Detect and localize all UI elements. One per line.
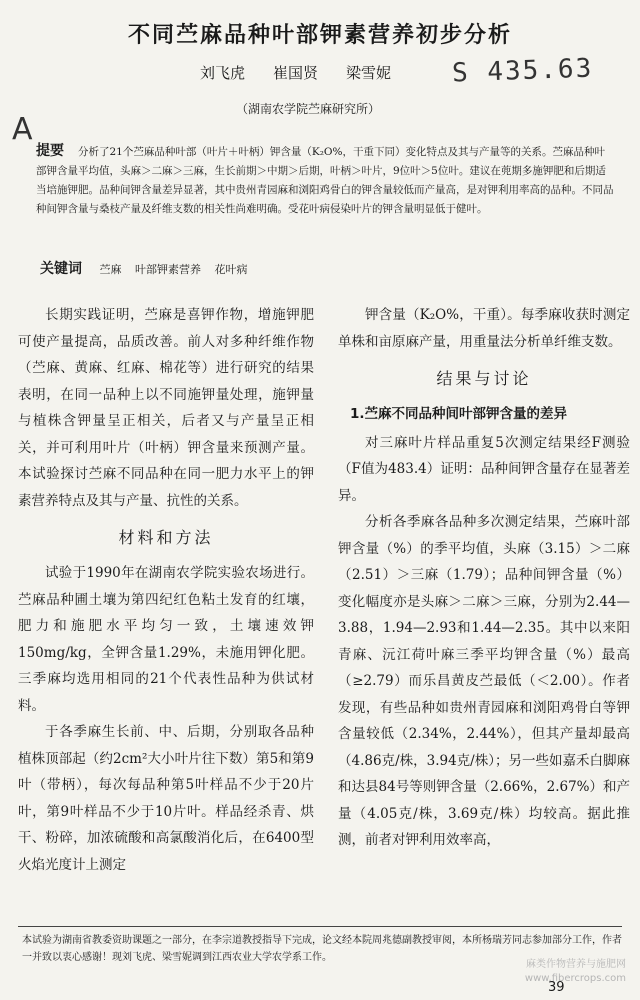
keyword: 花叶病: [214, 263, 248, 276]
watermark-line: www.fibercrops.com: [524, 973, 626, 984]
site-watermark: [525, 958, 626, 986]
results-subheading: 1.苎麻不同品种间叶部钾含量的差异: [350, 406, 568, 422]
methods-continuation: 钾含量（K₂O%，干重）。每季麻收获时测定单株和亩原麻产量，用重量法分析单纤维支数。: [338, 307, 630, 350]
keywords: [40, 258, 258, 278]
footnote-divider: [18, 926, 622, 927]
handwritten-classification-code: S 435.63: [451, 53, 594, 89]
methods-paragraph: 试验于1990年在湖南农学院实验农场进行。苎麻品种圃土壤为第四纪红色粘土发育的红壤，肥力和施肥水平均匀一致，土壤速效钾150mg/kg，全钾含量1.29%，未施用钾化肥。三季麻均选用相同的21个代表性品种为供试材料。: [18, 565, 314, 714]
keyword: 苎麻: [99, 263, 122, 276]
abstract-heading: 提要: [36, 143, 64, 159]
results-paragraph: 对三麻叶片样品重复5次测定结果经F测验（F值为483.4）证明：品种间钾含量存在显著差异。: [338, 434, 630, 504]
author-list: [200, 62, 391, 83]
methods-heading: 材料和方法: [118, 528, 214, 547]
watermark-line: 麻类作物营养与施肥网: [526, 959, 626, 970]
abstract-text: 分析了21个苎麻品种叶部（叶片＋叶柄）钾含量（K₂O%，干重下同）变化特点及其与产量等的关系。苎麻品种叶部钾含量平均值，头麻＞二麻＞三麻，生长前期＞中期＞后期，叶柄＞叶片，9位叶＞5位叶。建议在蔸期多施钾肥和后期适当培施钾肥。品种间钾含量差异显著，其中贵州青园麻和浏阳鸡骨白的钾含量较低而产量高，是对钾利用率高的品种。不同品种间钾含量与桑枝产量及纤维支数的相关性尚难明确。受花叶病侵染叶片的钾含量明显低于健叶。: [36, 146, 614, 215]
handwritten-mark: A: [12, 112, 33, 147]
author-name: 崔国贤: [273, 64, 319, 82]
intro-paragraph: 长期实践证明，苎麻是喜钾作物，增施钾肥可使产量提高，品质改善。前人对多种纤维作物（苎麻、黄麻、红麻、棉花等）进行研究的结果表明，在同一品种上以不同施钾量处理，施钾量与植株含钾量呈正相关，后者又与产量呈正相关，并可利用叶片（叶柄）钾含量来预测产量。本试验探讨苎麻不同品种在同一肥力水平上的钾素营养特点及其与产量、抗性的关系。: [18, 307, 314, 509]
left-column: [18, 302, 314, 878]
results-paragraph: 分析各季麻各品种多次测定结果，苎麻叶部钾含量（%）的季平均值，头麻（3.15）＞二麻（2.51）＞三麻（1.79）；品种间钾含量（%）变化幅度亦是头麻＞二麻＞三麻，分别为2.44—3.88，1.94—2.93和1.44—2.35。其中以来阳青麻、沅江荷叶麻三季平均钾含量（%）最高（≥2.79）而乐昌黄皮苎最低（＜2.00）。作者发现，有些品种如贵州青园麻和浏阳鸡骨白等钾含量较低（2.34%，2.44%），但其产量却最高（4.86克/株，3.94克/株）；另一些如嘉禾白脚麻和达县84号等则钾含量（2.66%，2.67%）和产量（4.05克/株，3.69克/株）均较高。据此推测，前者对钾利用效率高，: [338, 514, 630, 848]
keywords-heading: 关键词: [40, 261, 82, 277]
keyword: 叶部钾素营养: [135, 263, 201, 276]
author-name: 梁雪妮: [346, 64, 392, 82]
abstract: [36, 142, 614, 219]
results-heading: 结果与讨论: [436, 369, 532, 388]
right-column: [338, 302, 630, 854]
methods-paragraph: 于各季麻生长前、中、后期，分别取各品种植株顶部起（约2cm²大小叶片往下数）第5和第9叶（带柄），每次每品种第5叶样品不少于20片叶，第9叶样品不少于10片叶。样品经杀青、烘干、粉碎，加浓硫酸和高氯酸消化后，在6400型火焰光度计上测定: [18, 724, 314, 873]
footnote: 本试验为湖南省教委资助课题之一部分，在李宗道教授指导下完成，论文经本院周兆德副教授审阅，本所杨瑞芳同志参加部分工作，作者一并致以衷心感谢！现刘飞虎、梁雪妮调到江西农业大学农学系工作。: [22, 935, 622, 963]
affiliation: （湖南农学院苎麻研究所）: [236, 102, 381, 116]
paper-title: 不同苎麻品种叶部钾素营养初步分析: [127, 23, 512, 48]
page-number: 39: [548, 980, 565, 995]
author-name: 刘飞虎: [200, 64, 246, 82]
